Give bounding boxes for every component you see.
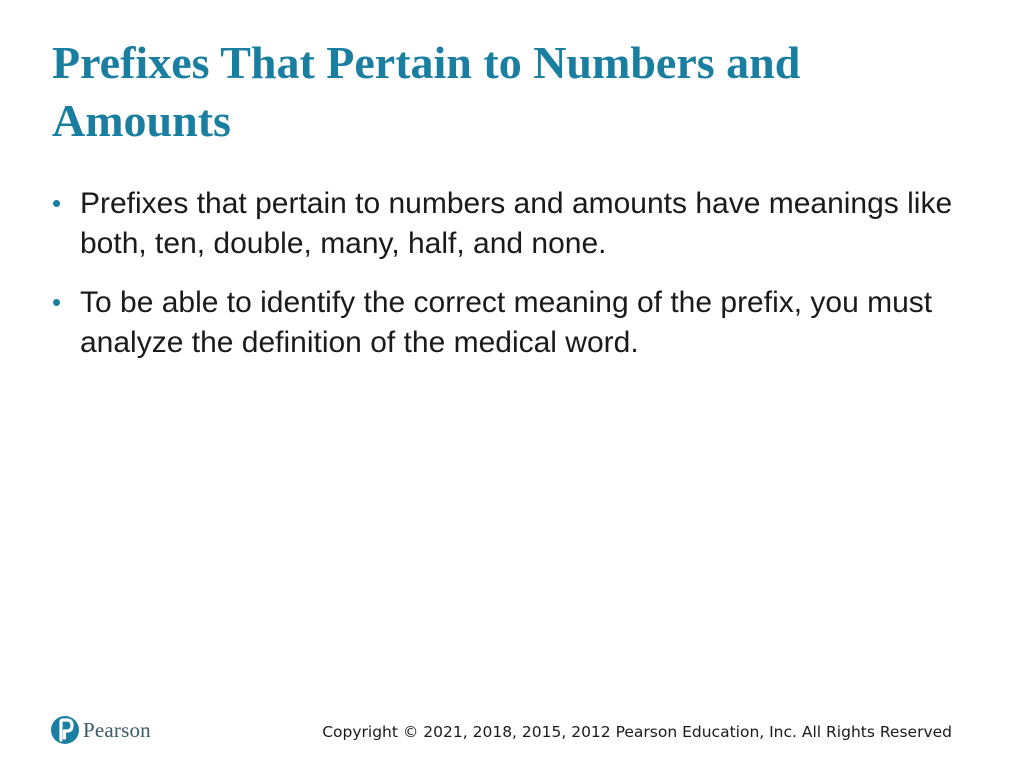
bullet-dot-icon: • xyxy=(52,188,62,218)
bullet-text: To be able to identify the correct meaning of the prefix, you must analyze the definition of the medical word. xyxy=(80,286,933,359)
copyright-notice: Copyright © 2021, 2018, 2015, 2012 Pearson Education, Inc. All Rights Reserved xyxy=(322,723,952,741)
slide-title: Prefixes That Pertain to Numbers and Amounts xyxy=(52,37,801,146)
bullet-list xyxy=(52,184,982,382)
pearson-wordmark: Pearson xyxy=(83,717,151,742)
bullet-dot-icon: • xyxy=(52,287,62,317)
bullet-item xyxy=(52,283,982,363)
pearson-logo xyxy=(51,713,151,747)
pearson-p-icon xyxy=(51,713,79,747)
bullet-item xyxy=(52,184,982,264)
bullet-text: Prefixes that pertain to numbers and amounts have meanings like both, ten, double, many, half, and none. xyxy=(80,187,953,260)
